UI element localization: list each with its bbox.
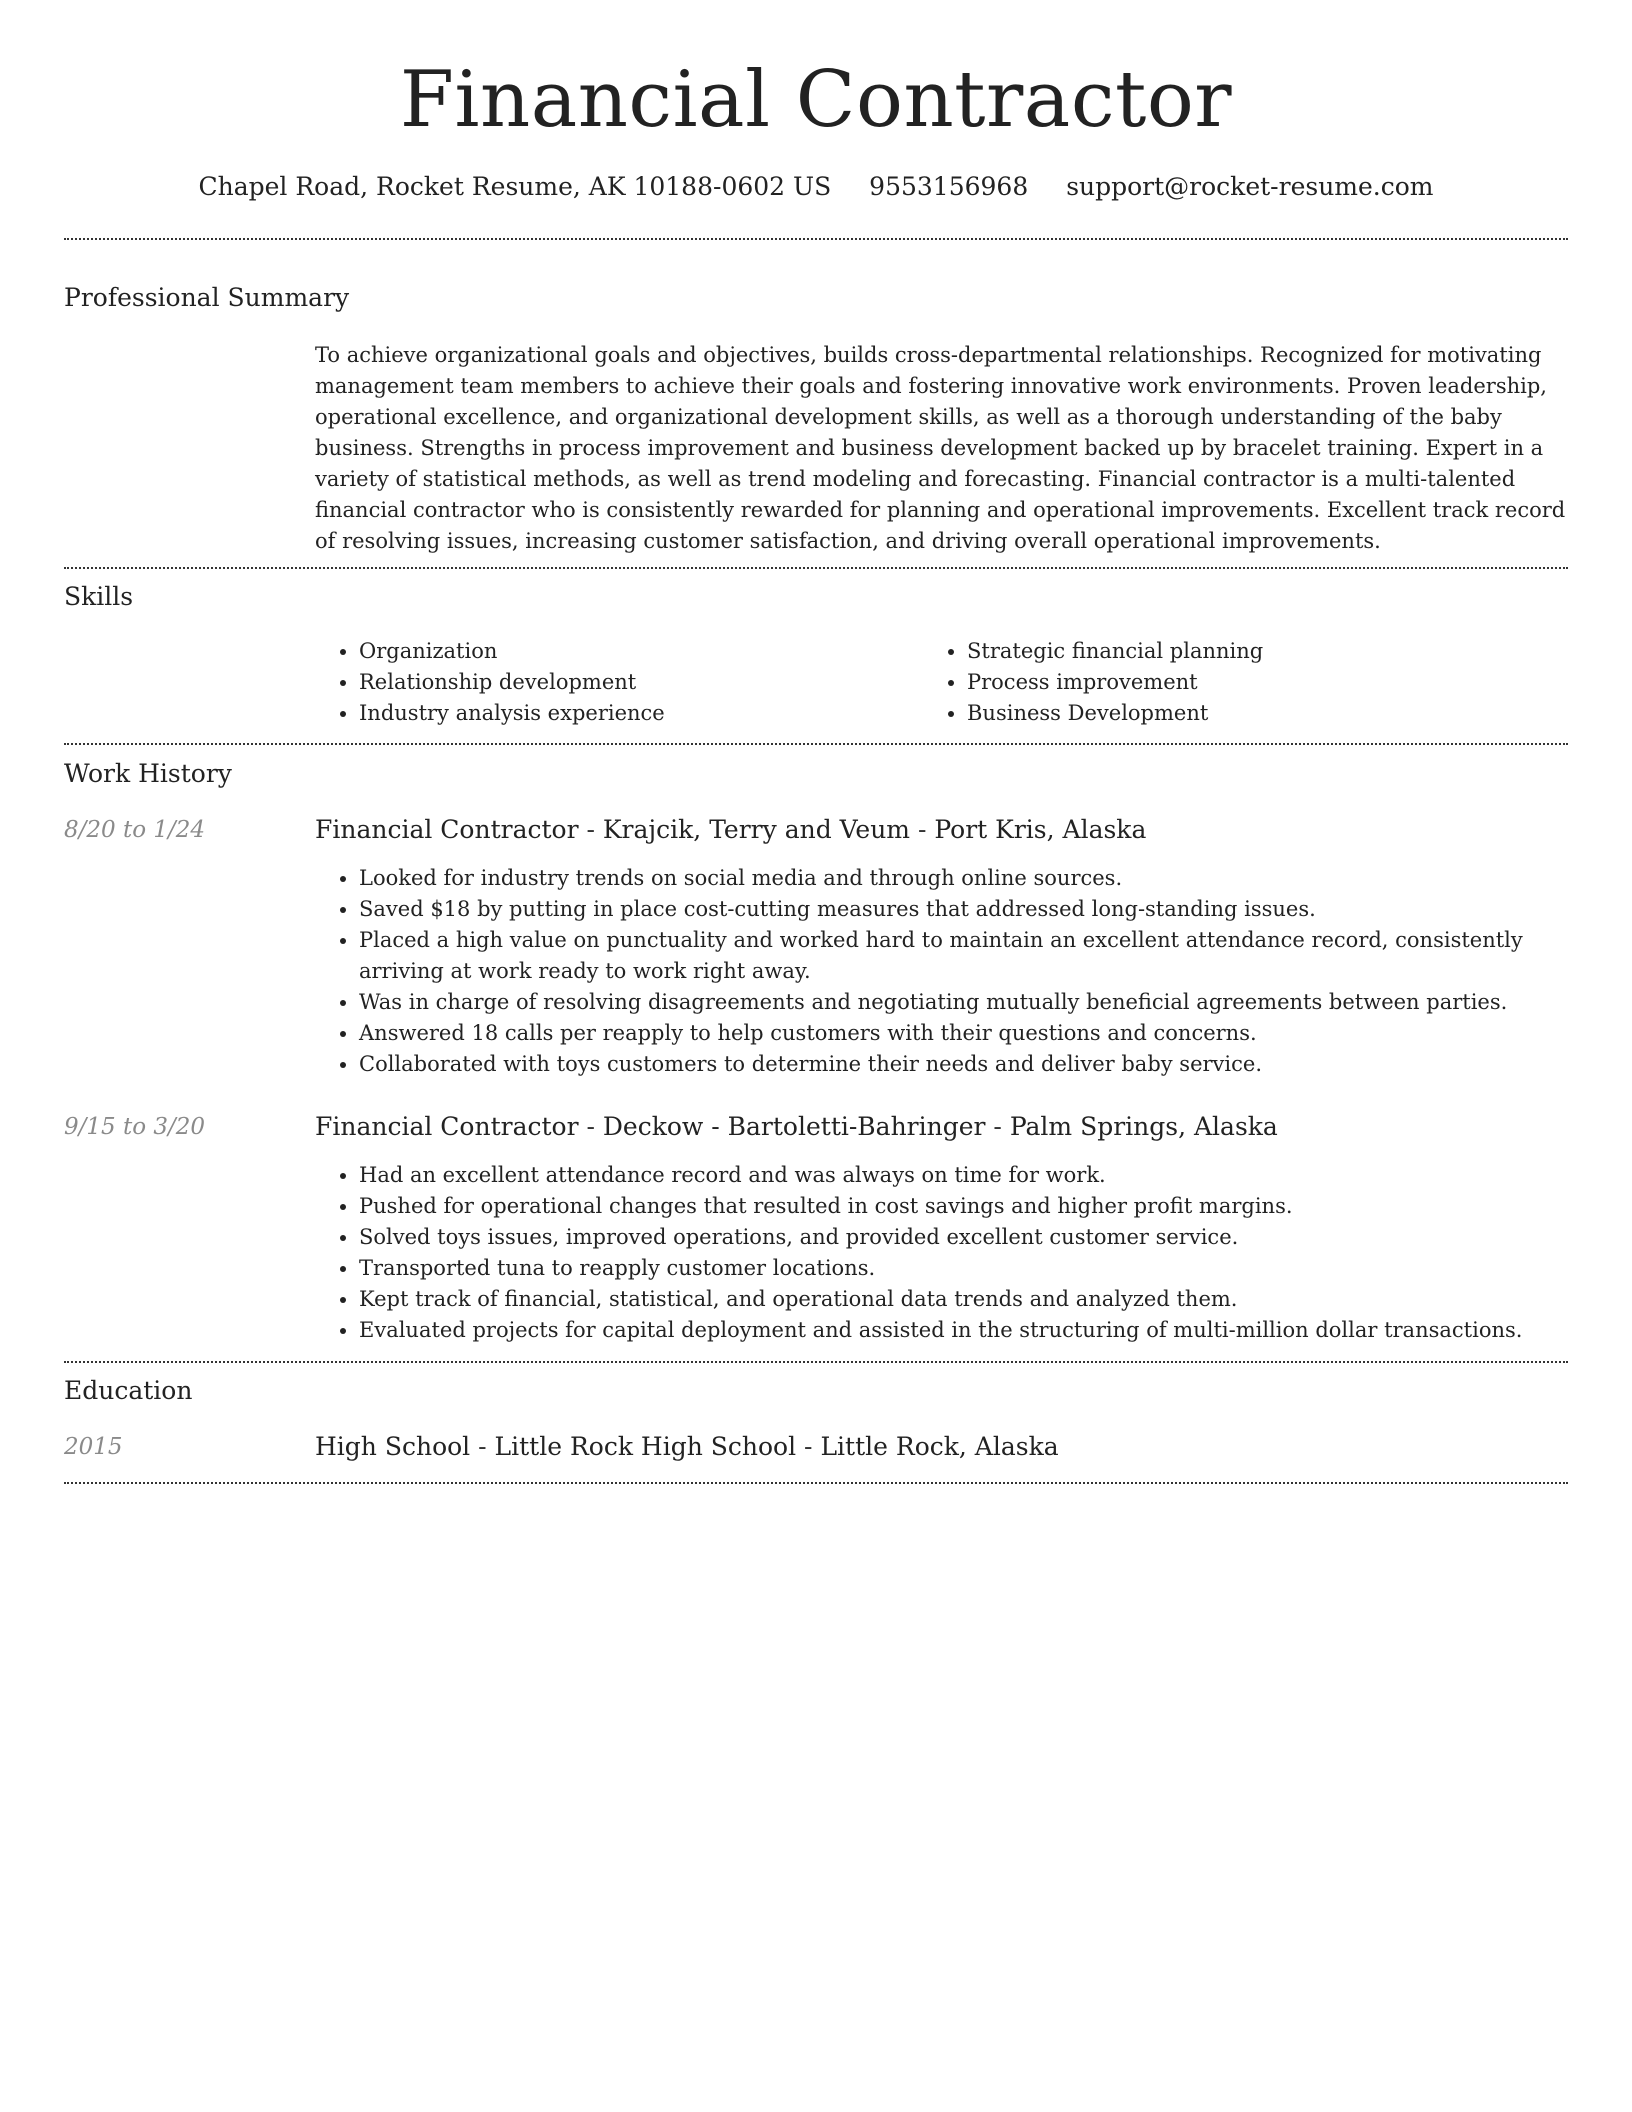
skill-item: • Strategic financial planning <box>967 636 1567 667</box>
candidate-name: Financial Contractor <box>399 55 1233 145</box>
job-bullet: • Kept track of financial, statistical, and operational data trends and analyzed them. <box>359 1284 1612 1315</box>
education-separator: - <box>796 1432 821 1461</box>
education-year: 2015 <box>64 1434 123 1460</box>
job-bullets <box>315 863 1612 1080</box>
job-dates: 8/20 to 1/24 <box>64 817 206 843</box>
work-heading: Work History <box>64 759 232 788</box>
job-bullet: • Saved $18 by putting in place cost-cutting measures that addressed long-standing issues. <box>359 894 1612 925</box>
education-degree: High School <box>315 1432 471 1461</box>
skill-item: • Relationship development <box>359 667 919 698</box>
section-divider <box>64 567 1568 569</box>
job-bullet: • Looked for industry trends on social media and through online sources. <box>359 863 1612 894</box>
job-bullet: • Had an excellent attendance record and was always on time for work. <box>359 1160 1612 1191</box>
skills-list-right <box>923 636 1567 729</box>
skills-heading: Skills <box>64 582 134 611</box>
contact-phone: 9553156968 <box>869 172 1029 201</box>
education-separator: - <box>470 1432 495 1461</box>
education-heading: Education <box>64 1376 193 1405</box>
job-bullets <box>315 1160 1612 1346</box>
skills-list-left <box>315 636 919 729</box>
contact-line <box>64 168 1568 206</box>
job-bullet: • Collaborated with toys customers to determine their needs and deliver baby service. <box>359 1049 1612 1080</box>
job-bullet: • Was in charge of resolving disagreements and negotiating mutually beneficial agreements between parties. <box>359 987 1612 1018</box>
job-separator: - <box>985 1112 1010 1141</box>
job-title-line <box>315 813 1146 847</box>
skill-item: • Industry analysis experience <box>359 698 919 729</box>
contact-address: Chapel Road, Rocket Resume, AK 10188-0602 US <box>198 172 832 201</box>
section-divider <box>64 743 1568 745</box>
job-bullet: • Pushed for operational changes that resulted in cost savings and higher profit margins. <box>359 1191 1612 1222</box>
job-bullet: • Answered 18 calls per reapply to help customers with their questions and concerns. <box>359 1018 1612 1049</box>
skill-item: • Process improvement <box>967 667 1567 698</box>
job-bullet: • Evaluated projects for capital deployment and assisted in the structuring of multi-million dollar transactions. <box>359 1315 1612 1346</box>
job-role: Financial Contractor <box>315 815 579 844</box>
job-bullet: • Transported tuna to reapply customer locations. <box>359 1253 1612 1284</box>
summary-heading: Professional Summary <box>64 283 350 312</box>
contact-email: support@rocket-resume.com <box>1066 172 1434 201</box>
summary-text: To achieve organizational goals and objectives, builds cross-departmental relationships. Recognized for motivating management team members to achieve their goals and fostering innovative work environments. Proven leadership, operational excellence, and organizational development skills, as well as a thorough understanding of the baby business. Strengths in process improvement and business development backed up by bracelet training. Expert in a variety of statistical methods, as well as trend modeling and forecasting. Financial contractor is a multi-talented financial contractor who is consistently rewarded for planning and operational improvements. Excellent track record of resolving issues, increasing customer satisfaction, and driving overall operational improvements. <box>315 343 1566 553</box>
job-separator: - <box>910 815 935 844</box>
job-company: Deckow - Bartoletti-Bahringer <box>602 1112 986 1141</box>
section-divider <box>64 238 1568 240</box>
job-location: Port Kris, Alaska <box>934 815 1147 844</box>
section-divider <box>64 1482 1568 1484</box>
job-separator: - <box>578 815 603 844</box>
job-separator: - <box>578 1112 603 1141</box>
job-dates: 9/15 to 3/20 <box>64 1114 206 1140</box>
skill-item: • Business Development <box>967 698 1567 729</box>
section-divider <box>64 1361 1568 1363</box>
education-school: Little Rock High School <box>494 1432 797 1461</box>
job-location: Palm Springs, Alaska <box>1009 1112 1278 1141</box>
job-bullet: • Solved toys issues, improved operations, and provided excellent customer service. <box>359 1222 1612 1253</box>
job-bullet: • Placed a high value on punctuality and worked hard to maintain an excellent attendance record, consistently arriving at work ready to work right away. <box>359 925 1612 987</box>
skill-item: • Organization <box>359 636 919 667</box>
education-title-line <box>315 1430 1059 1464</box>
job-company: Krajcik, Terry and Veum <box>602 815 911 844</box>
education-location: Little Rock, Alaska <box>820 1432 1059 1461</box>
job-role: Financial Contractor <box>315 1112 579 1141</box>
job-title-line <box>315 1110 1278 1144</box>
